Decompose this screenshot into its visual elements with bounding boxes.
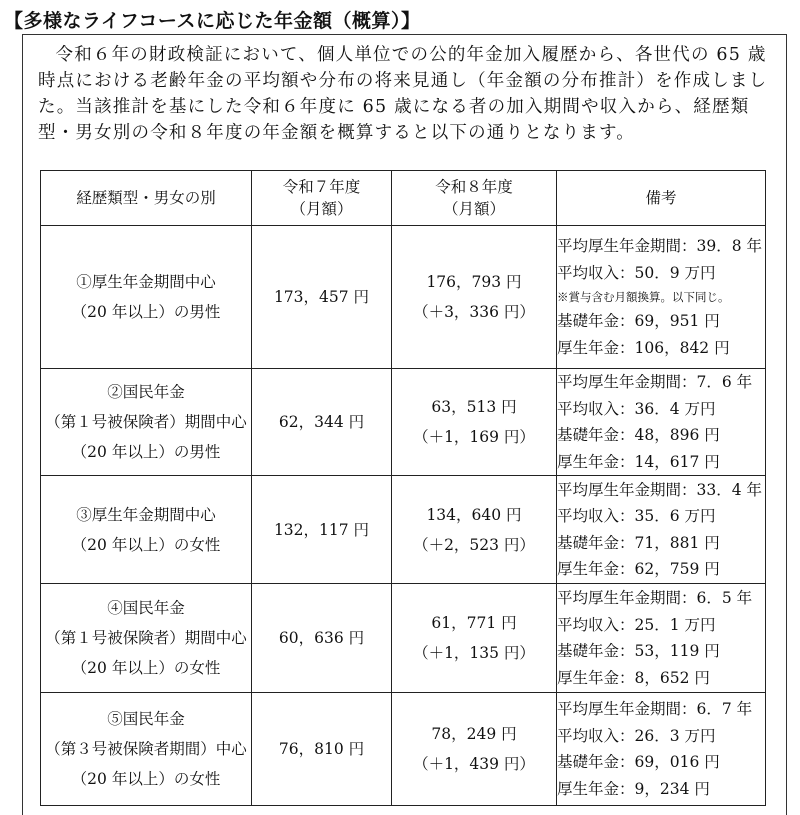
note-line: 平均収入：26．3 万円 bbox=[557, 726, 716, 745]
r8-cell bbox=[392, 226, 557, 369]
note-line: 厚生年金：14，617 円 bbox=[557, 452, 720, 471]
type-line: （第１号被保険者）期間中心 bbox=[45, 629, 247, 647]
note-line: 厚生年金：62，759 円 bbox=[557, 560, 720, 578]
r8-amount: 78，249 円 bbox=[431, 725, 517, 743]
note-line: 基礎年金：69，016 円 bbox=[557, 753, 720, 771]
type-cell bbox=[41, 369, 252, 476]
note-line: 基礎年金：48，896 円 bbox=[557, 426, 720, 444]
table-row bbox=[41, 476, 766, 584]
r8-amount: 61，771 円 bbox=[431, 614, 517, 632]
header-r8-line1: 令和８年度 bbox=[435, 178, 513, 196]
note-cell bbox=[557, 693, 766, 806]
note-line: 平均収入：50．9 万円 bbox=[557, 263, 716, 282]
header-r8-line2: （月額） bbox=[442, 200, 505, 218]
table-row bbox=[41, 226, 766, 369]
type-line: （20 年以上）の女性 bbox=[71, 535, 221, 554]
type-cell bbox=[41, 226, 252, 369]
r8-cell bbox=[392, 369, 557, 476]
r7-amount: 60，636 円 bbox=[252, 584, 392, 693]
note-line: 平均厚生年金期間：6．7 年 bbox=[557, 700, 753, 718]
note-line: 平均収入：35．6 万円 bbox=[557, 507, 716, 525]
note-cell bbox=[557, 369, 766, 476]
r7-amount: 173，457 円 bbox=[252, 226, 392, 369]
header-r8 bbox=[392, 171, 557, 226]
r8-diff: （＋1，135 円） bbox=[413, 644, 535, 662]
type-line: ②国民年金 bbox=[107, 383, 185, 401]
type-line: ①厚生年金期間中心 bbox=[76, 273, 216, 291]
type-line: （第１号被保険者）期間中心 bbox=[45, 413, 247, 431]
note-cell bbox=[557, 226, 766, 369]
type-line: （第３号被保険者期間）中心 bbox=[45, 740, 247, 758]
header-type: 経歴類型・男女の別 bbox=[41, 171, 252, 226]
note-line: 平均収入：25．1 万円 bbox=[557, 615, 716, 634]
note-line: 平均厚生年金期間：33．4 年 bbox=[557, 480, 763, 499]
r8-diff: （＋1，169 円） bbox=[413, 428, 535, 446]
intro-text: 令和６年の財政検証において、個人単位での公的年金加入履歴から、各世代の 65 歳時点における老齢年金の平均額や分布の将来見通し（年金額の分布推計）を作成しました。当該推計を基にした令和６年度に 65 歳になる者の加入期間や収入から、経歴類型・男女別の令和８年度の年金額を概算すると以下の通りとなります。 bbox=[38, 45, 768, 143]
r8-cell bbox=[392, 476, 557, 584]
type-line: （20 年以上）の女性 bbox=[71, 770, 221, 788]
r8-diff: （＋1，439 円） bbox=[413, 755, 535, 773]
table-row bbox=[41, 693, 766, 806]
note-line: 厚生年金：9，234 円 bbox=[557, 779, 710, 798]
type-line: （20 年以上）の男性 bbox=[71, 443, 221, 461]
type-line: （20 年以上）の男性 bbox=[71, 303, 221, 321]
note-cell bbox=[557, 584, 766, 693]
pension-table bbox=[40, 170, 766, 806]
type-cell bbox=[41, 584, 252, 693]
type-line: ③厚生年金期間中心 bbox=[76, 505, 216, 524]
note-line: 平均収入：36．4 万円 bbox=[557, 399, 716, 418]
r8-cell bbox=[392, 584, 557, 693]
type-line: ④国民年金 bbox=[107, 599, 185, 617]
table-row bbox=[41, 584, 766, 693]
r8-diff: （＋3，336 円） bbox=[413, 303, 535, 321]
header-note: 備考 bbox=[557, 171, 766, 226]
r7-amount: 62，344 円 bbox=[252, 369, 392, 476]
type-cell bbox=[41, 693, 252, 806]
note-footnote: ※賞与含む月額換算。以下同じ。 bbox=[557, 290, 730, 304]
type-line: ⑤国民年金 bbox=[107, 710, 185, 728]
note-line: 基礎年金：71，881 円 bbox=[557, 533, 720, 552]
note-line: 厚生年金：8，652 円 bbox=[557, 668, 710, 687]
header-r7 bbox=[252, 171, 392, 226]
type-cell bbox=[41, 476, 252, 584]
r8-amount: 63，513 円 bbox=[431, 398, 517, 416]
note-line: 厚生年金：106，842 円 bbox=[557, 338, 730, 357]
note-line: 基礎年金：69，951 円 bbox=[557, 312, 720, 330]
r7-amount: 76，810 円 bbox=[252, 693, 392, 806]
r8-amount: 134，640 円 bbox=[426, 505, 522, 524]
r8-amount: 176，793 円 bbox=[426, 273, 522, 291]
table-row bbox=[41, 369, 766, 476]
r8-cell bbox=[392, 693, 557, 806]
note-line: 平均厚生年金期間：7．6 年 bbox=[557, 373, 753, 391]
note-line: 平均厚生年金期間：39．8 年 bbox=[557, 237, 763, 255]
type-line: （20 年以上）の女性 bbox=[71, 659, 221, 677]
note-line: 基礎年金：53，119 円 bbox=[557, 642, 720, 660]
header-r7-line1: 令和７年度 bbox=[282, 178, 361, 196]
note-line: 平均厚生年金期間：6．5 年 bbox=[557, 589, 753, 607]
header-r7-line2: （月額） bbox=[290, 200, 353, 218]
intro-paragraph bbox=[38, 42, 780, 146]
r8-diff: （＋2，523 円） bbox=[413, 535, 535, 554]
r7-amount: 132，117 円 bbox=[252, 476, 392, 584]
section-heading: 【多様なライフコースに応じた年金額（概算）】 bbox=[4, 10, 421, 32]
note-cell bbox=[557, 476, 766, 584]
table-header-row bbox=[41, 171, 766, 226]
